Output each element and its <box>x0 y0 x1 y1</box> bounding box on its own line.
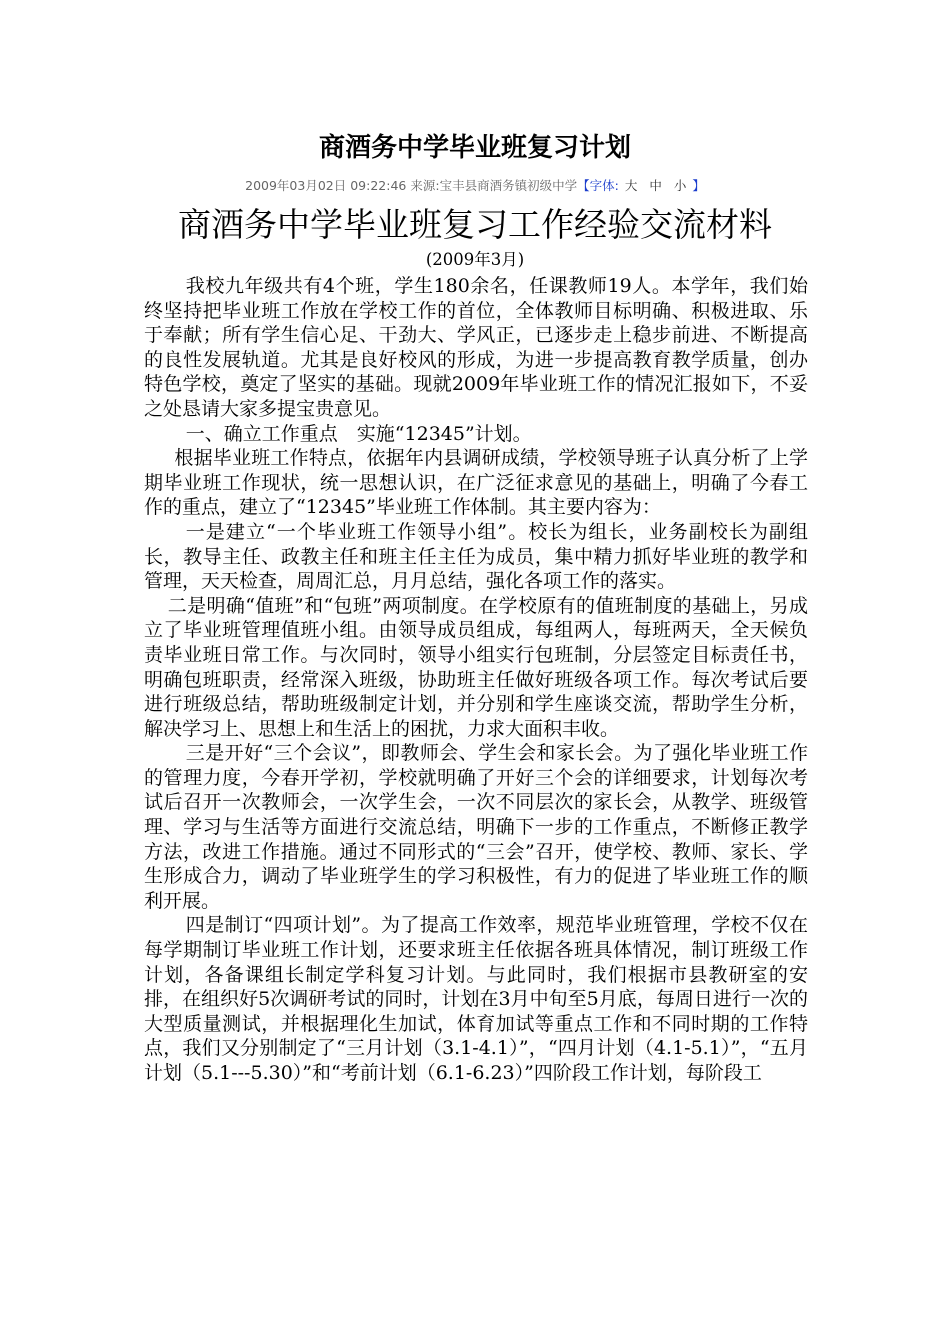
section-heading-1: 一、确立工作重点 实施“12345”计划。 <box>185 422 532 445</box>
font-size-small-link[interactable]: 小 <box>673 178 687 193</box>
article-source: 来源:宝丰县商酒务镇初级中学 <box>410 178 578 193</box>
font-size-label: 字体: <box>589 178 619 193</box>
paragraph: 三是开好“三个会议”，即教师会、学生会和家长会。为了强化毕业班工作的管理力度，今春开学初，学校就明确了开好三个会的详细要求，计划每次考试后召开一次教师会，一次学生会，一次不同层次的家长会，从教学、班级管理、学习与生活等方面进行交流总结，明确下一步的工作重点，不断修正教学方法，改进工作措施。通过不同形式的“三会”召开，使学校、教师、家长、学生形成合力，调动了毕业班学生的学习积极性，有力的促进了毕业班工作的顺利开展。 <box>144 742 808 912</box>
publish-datetime: 2009年03月02日 09:22:46 <box>245 178 407 193</box>
paragraph: 二是明确“值班”和“包班”两项制度。在学校原有的值班制度的基础上，另成立了毕业班管理值班小组。由领导成员组成，每组两人，每班两天，全天候负责毕业班日常工作。与次同时，领导小组实行包班制，分层签定目标责任书，明确包班职责，经常深入班级，协助班主任做好班级各项工作。每次考试后要进行班级总结，帮助班级制定计划，并分别和学生座谈交流，帮助学生分析，解决学习上、思想上和生活上的困扰，力求大面积丰收。 <box>144 594 808 740</box>
font-size-bracket-open: 【 <box>577 178 590 193</box>
page-title: 商酒务中学毕业班复习计划 <box>318 133 631 163</box>
paragraph: 根据毕业班工作特点，依据年内县调研成绩，学校领导班子认真分析了上学期毕业班工作现状，统一思想认识，在广泛征求意见的基础上，明确了今春工作的重点，建立了“12345”毕业班工作体制。其主要内容为： <box>144 447 808 519</box>
article-body <box>144 274 808 1086</box>
font-size-bracket-close: 】 <box>692 178 705 193</box>
font-size-medium-link[interactable]: 中 <box>649 178 662 193</box>
document-date: (2009年3月) <box>425 250 525 269</box>
document-subtitle: 商酒务中学毕业班复习工作经验交流材料 <box>178 205 772 244</box>
paragraph: 四是制订“四项计划”。为了提高工作效率，规范毕业班管理，学校不仅在每学期制订毕业班工作计划，还要求班主任依据各班具体情况，制订班级工作计划，各备课组长制定学科复习计划。与此同时，我们根据市县教研室的安排，在组织好5次调研考试的同时，计划在3月中旬至5月底，每周日进行一次的大型质量测试，并根据理化生加试，体育加试等重点工作和不同时期的工作特点，我们又分别制定了“三月计划（3.1-4.1）”，“四月计划（4.1-5.1）”，“五月计划（5.1---5.30）”和“考前计划（6.1-6.23）”四阶段工作计划，每阶段工 <box>144 914 808 1084</box>
paragraph-intro: 我校九年级共有4个班，学生180余名，任课教师19人。本学年，我们始终坚持把毕业班工作放在学校工作的首位，全体教师目标明确、积极进取、乐于奉献；所有学生信心足、干劲大、学风正，已逐步走上稳步前进、不断提高的良性发展轨道。尤其是良好校风的形成，为进一步提高教育教学质量，创办特色学校，奠定了坚实的基础。现就2009年毕业班工作的情况汇报如下，不妥之处恳请大家多提宝贵意见。 <box>144 275 808 420</box>
paragraph: 一是建立“一个毕业班工作领导小组”。校长为组长，业务副校长为副组长，教导主任、政教主任和班主任主任为成员，集中精力抓好毕业班的教学和管理，天天检查，周周汇总，月月总结，强化各项工作的落实。 <box>144 520 808 593</box>
font-size-large-link[interactable]: 大 <box>624 178 638 193</box>
article-meta <box>0 176 950 196</box>
